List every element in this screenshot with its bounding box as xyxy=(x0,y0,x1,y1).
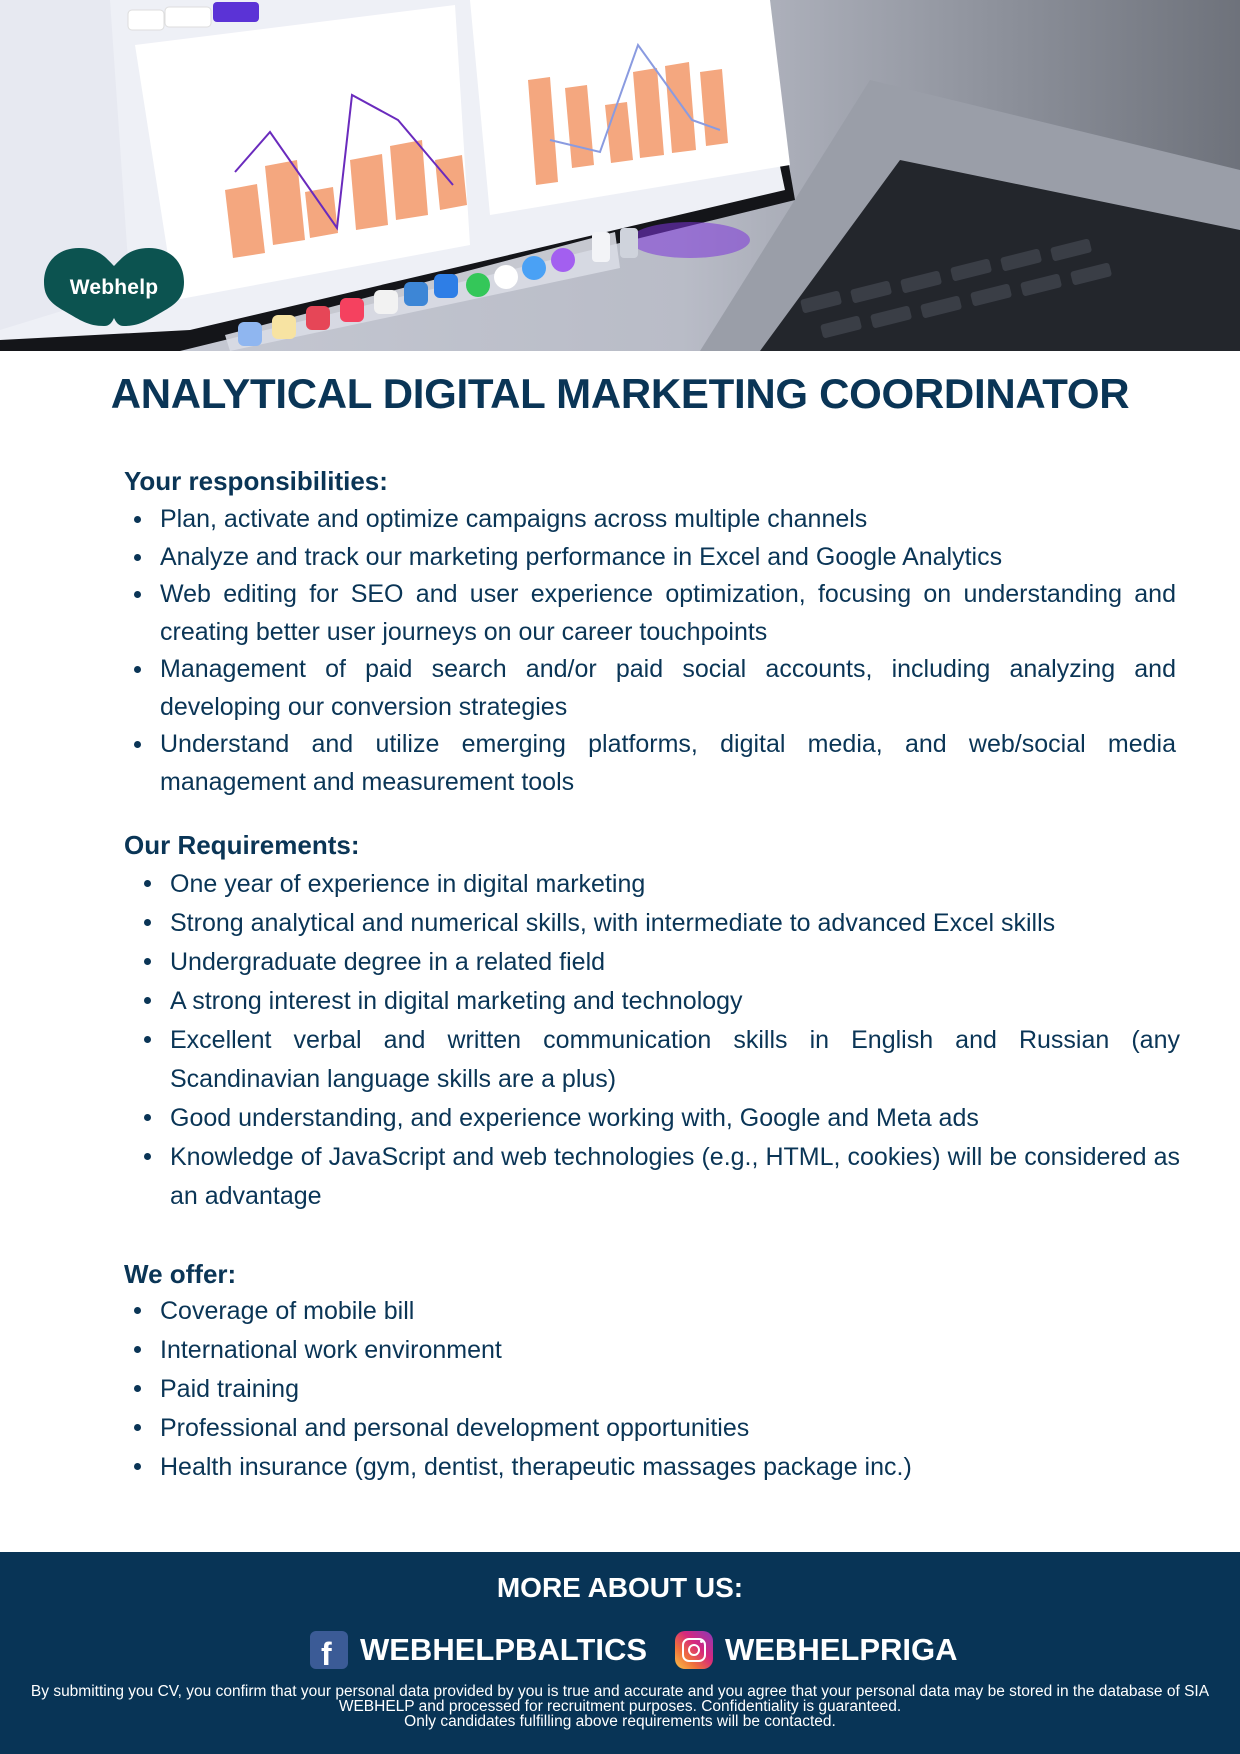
list-item: Good understanding, and experience working with, Google and Meta ads xyxy=(170,1099,1180,1138)
instagram-handle: WEBHELPRIGA xyxy=(725,1632,958,1667)
footer xyxy=(0,1552,1240,1754)
instagram-icon xyxy=(675,1631,713,1669)
list-item: Management of paid search and/or paid social accounts, including analyzing and developing our conversion strategies xyxy=(160,651,1176,726)
webhelp-logo xyxy=(44,246,184,326)
offer-heading: We offer: xyxy=(124,1259,237,1289)
list-item: Analyze and track our marketing performance in Excel and Google Analytics xyxy=(160,539,1176,577)
list-item: One year of experience in digital marketing xyxy=(170,865,1180,904)
list-item: Undergraduate degree in a related field xyxy=(170,943,1180,982)
hero-image xyxy=(0,0,1240,351)
list-item: Health insurance (gym, dentist, therapeutic massages package inc.) xyxy=(160,1448,1176,1487)
list-item: Strong analytical and numerical skills, with intermediate to advanced Excel skills xyxy=(170,904,1180,943)
list-item: International work environment xyxy=(160,1331,1176,1370)
list-item: A strong interest in digital marketing and technology xyxy=(170,982,1180,1021)
disclaimer xyxy=(20,1684,1220,1729)
list-item: Professional and personal development opportunities xyxy=(160,1409,1176,1448)
list-item: Web editing for SEO and user experience optimization, focusing on understanding and creating better user journeys on our career touchpoints xyxy=(160,576,1176,651)
list-item: Knowledge of JavaScript and web technologies (e.g., HTML, cookies) will be considered as an advantage xyxy=(170,1138,1180,1216)
requirements-list xyxy=(170,865,1180,1216)
list-item: Coverage of mobile bill xyxy=(160,1292,1176,1331)
facebook-icon: f xyxy=(310,1631,348,1669)
facebook-handle: WEBHELPBALTICS xyxy=(360,1632,648,1667)
responsibilities-list xyxy=(160,501,1176,801)
facebook-link[interactable] xyxy=(310,1628,647,1672)
requirements-heading: Our Requirements: xyxy=(124,830,360,860)
page-title: ANALYTICAL DIGITAL MARKETING COORDINATOR xyxy=(110,370,1130,417)
list-item: Paid training xyxy=(160,1370,1176,1409)
list-item: Plan, activate and optimize campaigns across multiple channels xyxy=(160,501,1176,539)
list-item: Excellent verbal and written communication skills in English and Russian (any Scandinavian language skills are a plus) xyxy=(170,1021,1180,1099)
disclaimer-line-1: By submitting you CV, you confirm that your personal data provided by you is true and accurate and you agree that your personal data may be stored in the database of SIA WEBHELP and processed for recruitment purposes. Confidentiality is guaranteed. xyxy=(30,1683,1210,1715)
list-item: Understand and utilize emerging platforms, digital media, and web/social media management and measurement tools xyxy=(160,726,1176,801)
responsibilities-heading: Your responsibilities: xyxy=(124,466,388,496)
disclaimer-line-2: Only candidates fulfilling above requirements will be contacted. xyxy=(404,1713,836,1730)
logo-text: Webhelp xyxy=(69,276,159,299)
instagram-link[interactable] xyxy=(675,1628,958,1672)
laptop-photo xyxy=(0,0,1240,351)
offer-list xyxy=(160,1292,1176,1487)
footer-heading: MORE ABOUT US: xyxy=(496,1572,744,1603)
